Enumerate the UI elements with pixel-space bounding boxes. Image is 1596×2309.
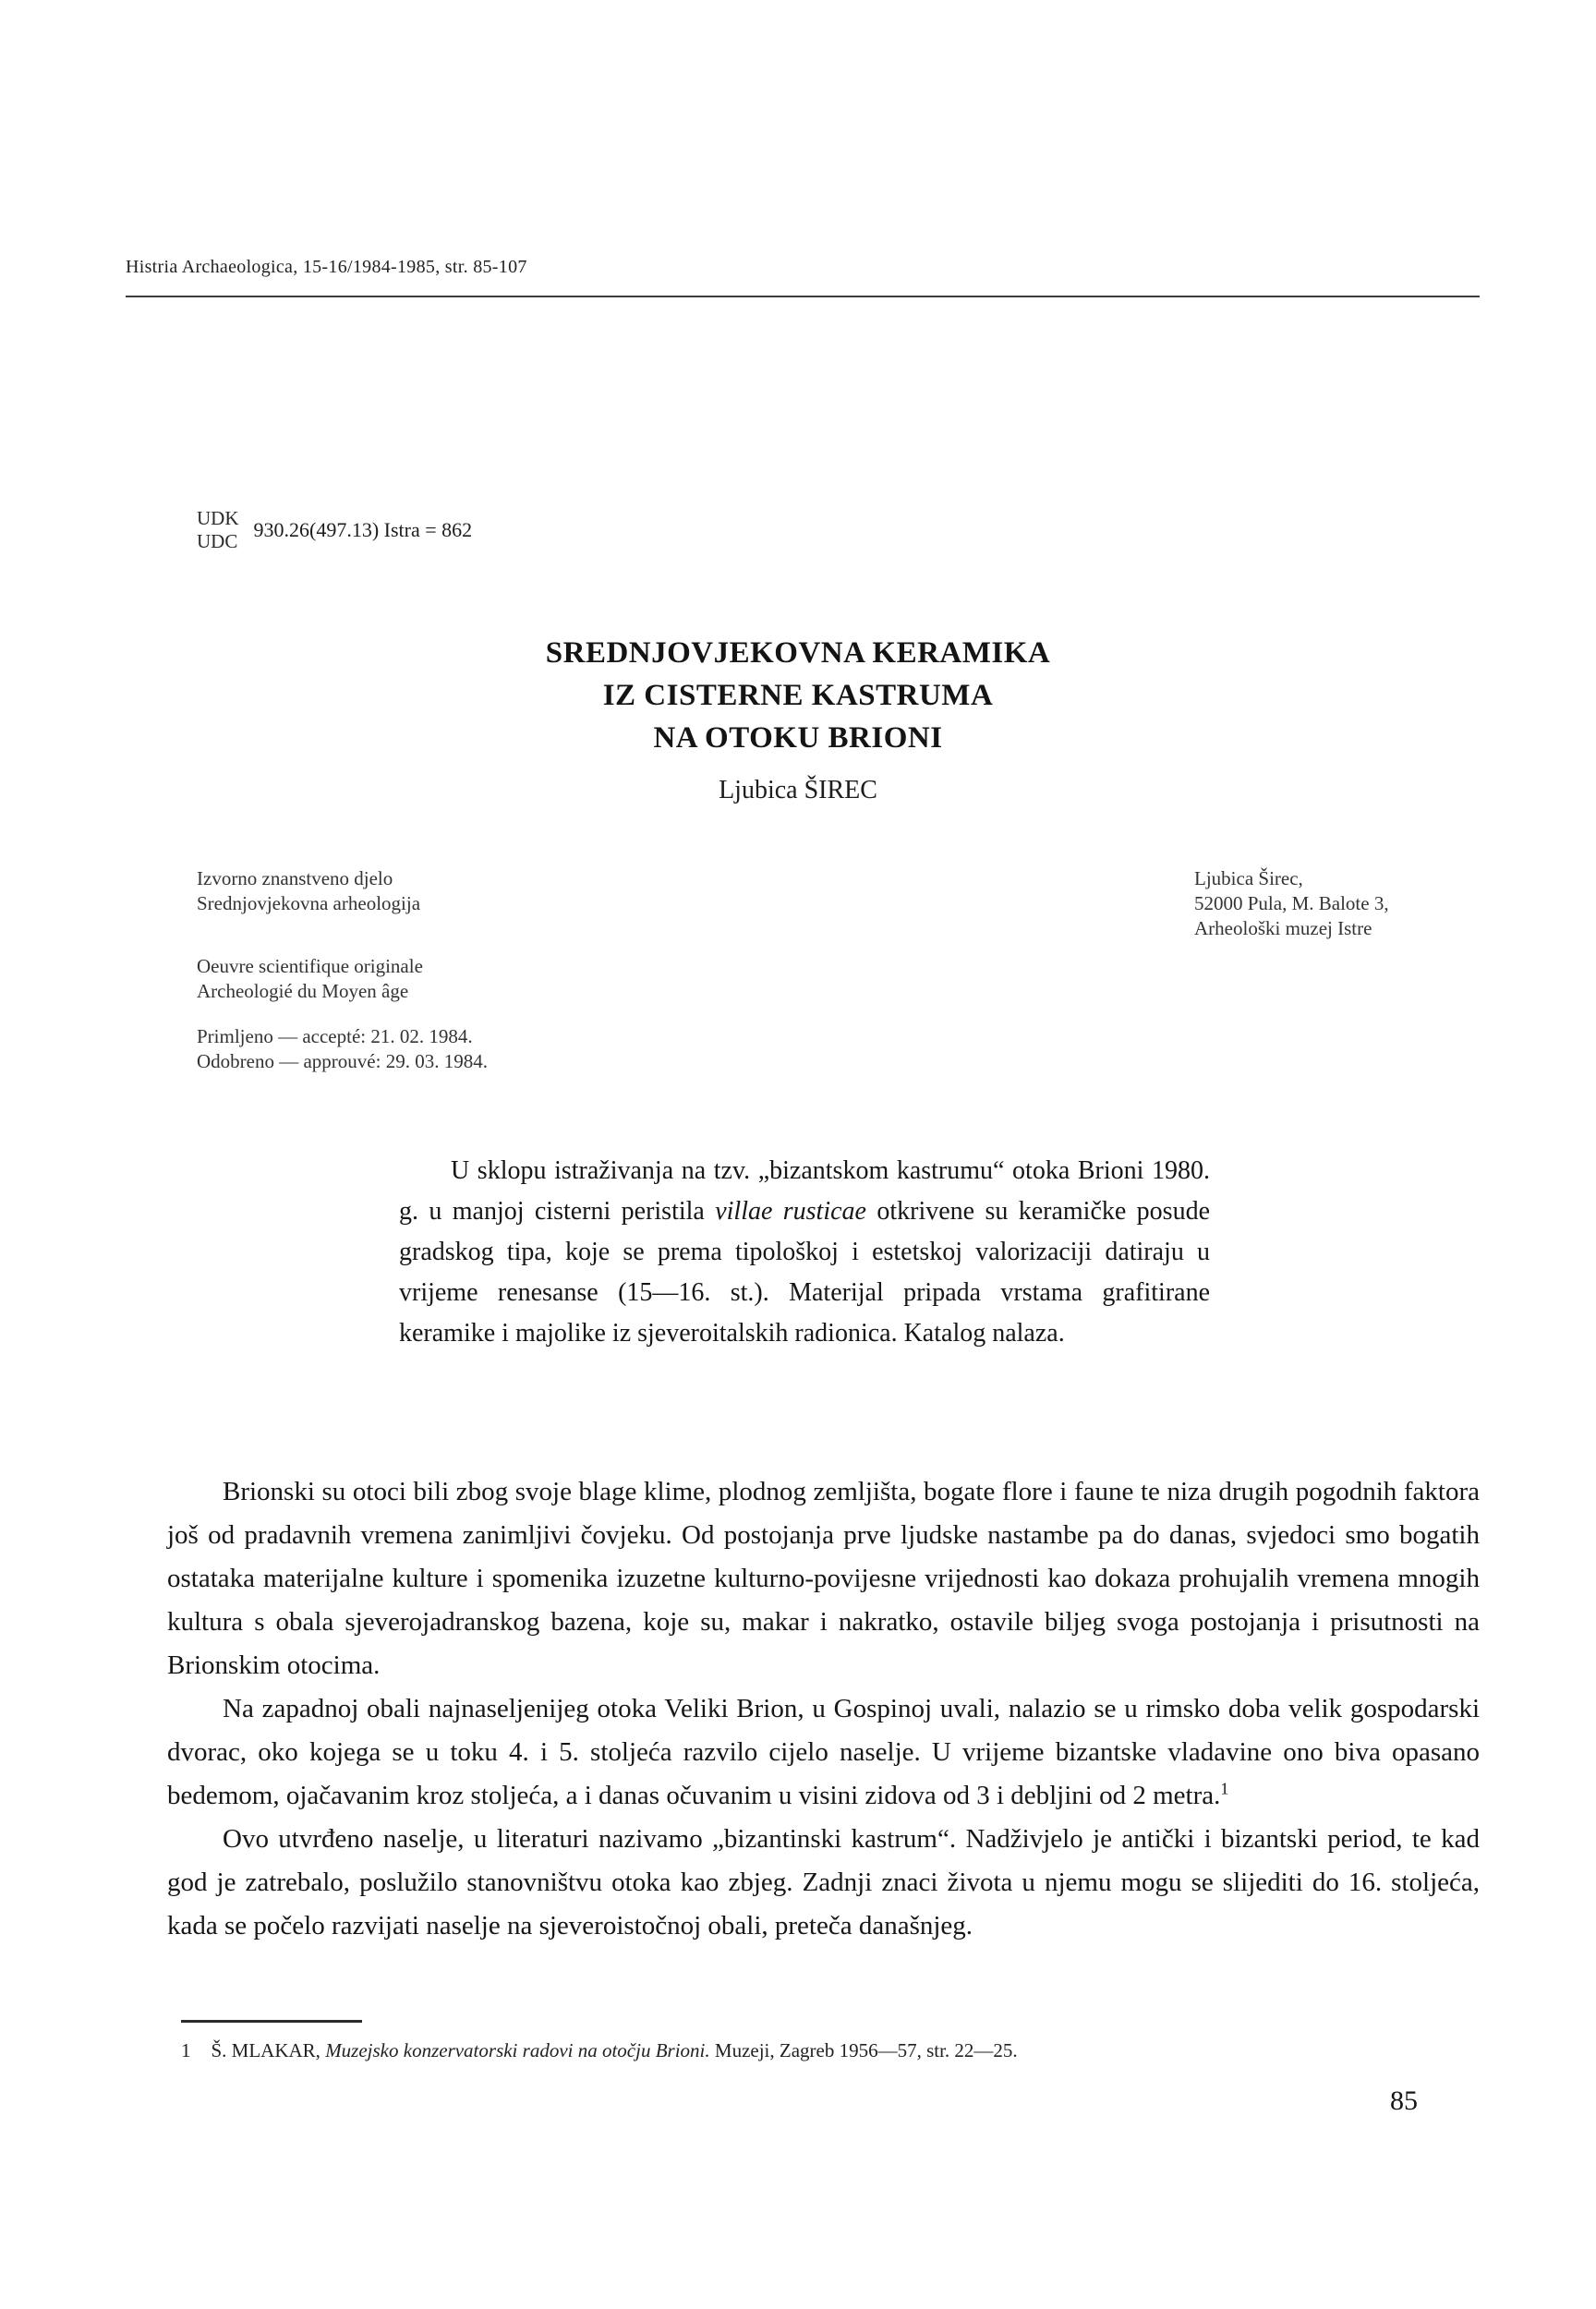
author-address-line2: 52000 Pula, M. Balote 3, bbox=[1194, 892, 1389, 914]
received-date: Primljeno — accepté: 21. 02. 1984. bbox=[197, 1025, 473, 1047]
udk-labels bbox=[197, 507, 239, 553]
abstract-text-before: U sklopu istraživanja na tzv. „bizantskom kastrumu“ otoka Brioni 1980. g. u manjoj cisterni peristila bbox=[399, 1156, 1210, 1226]
article-type-hr-line2: Srednjovjekovna arheologija bbox=[197, 892, 421, 914]
udk-code: 930.26(497.13) Istra = 862 bbox=[253, 518, 473, 541]
footnote-text-after: Muzeji, Zagreb 1956—57, str. 22—25. bbox=[709, 2039, 1018, 2061]
author-address-line1: Ljubica Širec, bbox=[1194, 867, 1303, 889]
article-type-fr-line2: Archeologié du Moyen âge bbox=[197, 980, 409, 1002]
footnote-rule bbox=[181, 2020, 362, 2023]
footnote bbox=[181, 2037, 1271, 2063]
footnote-reference: 1 bbox=[1220, 1779, 1229, 1798]
article-title-line3: NA OTOKU BRIONI bbox=[653, 721, 943, 755]
footnote-number: 1 bbox=[181, 2039, 191, 2061]
footnote-text bbox=[212, 2037, 1018, 2063]
article-type-hr-line1: Izvorno znanstveno djelo bbox=[197, 867, 393, 889]
abstract-text-after: otkrivene su keramičke posude gradskog tipa, koje se prema tipološkoj i estetskoj valorizaciji datiraju u vrijeme renesanse (15—16. st.). Materijal pripada vrstama grafitirane keramike i majolike iz sjeveroitalskih radionica. Katalog nalaza. bbox=[399, 1197, 1210, 1348]
article-type-hr bbox=[197, 866, 488, 916]
udk-block bbox=[197, 507, 472, 553]
author-address-line3: Arheološki muzej Istre bbox=[1194, 917, 1372, 939]
udc-label: UDC bbox=[197, 530, 238, 552]
approved-date: Odobreno — approuvé: 29. 03. 1984. bbox=[197, 1050, 488, 1072]
article-meta-left bbox=[197, 866, 488, 1074]
body-paragraph-2 bbox=[167, 1687, 1480, 1818]
header-rule bbox=[126, 296, 1480, 297]
abstract-latin-term: villae rusticae bbox=[715, 1197, 866, 1226]
udk-label: UDK bbox=[197, 507, 239, 529]
body-paragraph-2-text: Na zapadnoj obali najnaseljenijeg otoka Veliki Brion, u Gospinoj uvali, nalazio se u rimsko doba velik gospodarski dvorac, oko kojega se u toku 4. i 5. stoljeća razvilo cijelo naselje. U vrijeme bizantske vladavine ono biva opasano bedemom, ojačavanim kroz stoljeća, a i danas očuvanim u visini zidova od 3 i debljini od 2 metra. bbox=[167, 1694, 1480, 1810]
footnote-cited-title: Muzejsko konzervatorski radovi na otočju Brioni. bbox=[325, 2039, 710, 2061]
article-type-fr bbox=[197, 954, 488, 1004]
author-name: Ljubica ŠIREC bbox=[719, 776, 877, 804]
article-type-fr-line1: Oeuvre scientifique originale bbox=[197, 955, 423, 977]
abstract bbox=[399, 1151, 1210, 1354]
body-paragraph-1: Brionski su otoci bili zbog svoje blage klime, plodnog zemljišta, bogate flore i faune te niza drugih pogodnih faktora još od pradavnih vremena zanimljivi čovjeku. Od postojanja prve ljudske nastambe pa do danas, svjedoci smo bogatih ostataka materijalne kulture i spomenika izuzetne kulturno-povijesne vrijednosti kao dokaza prohujalih vremena mnogih kultura s obala sjeverojadranskog bazena, koje su, makar i nakratko, ostavile biljeg svoga postojanja i prisutnosti na Brionskim otocima. bbox=[167, 1477, 1480, 1680]
article-title-line1: SREDNJOVJEKOVNA KERAMIKA bbox=[545, 636, 1051, 670]
abstract-paragraph bbox=[399, 1151, 1210, 1354]
footnote-text-before: Š. MLAKAR, bbox=[211, 2039, 326, 2061]
article-title-line2: IZ CISTERNE KASTRUMA bbox=[602, 679, 994, 712]
body-paragraph-3: Ovo utvrđeno naselje, u literaturi nazivamo „bizantinski kastrum“. Nadživjelo je antički i bizantski period, te kad god je zatrebalo, poslužilo stanovništvu otoka kao zbjeg. Zadnji znaci života u njemu mogu se slijediti do 16. stoljeća, kada se počelo razvijati naselje na sjeveroistočnoj obali, preteča današnjeg. bbox=[167, 1824, 1480, 1940]
article-dates bbox=[197, 1024, 488, 1074]
page-number: 85 bbox=[1390, 2085, 1418, 2116]
article-body bbox=[167, 1470, 1480, 1948]
author-address bbox=[1194, 866, 1389, 941]
running-header: Histria Archaeologica, 15-16/1984-1985, str. 85-107 bbox=[126, 257, 527, 277]
article-title bbox=[0, 632, 1596, 759]
